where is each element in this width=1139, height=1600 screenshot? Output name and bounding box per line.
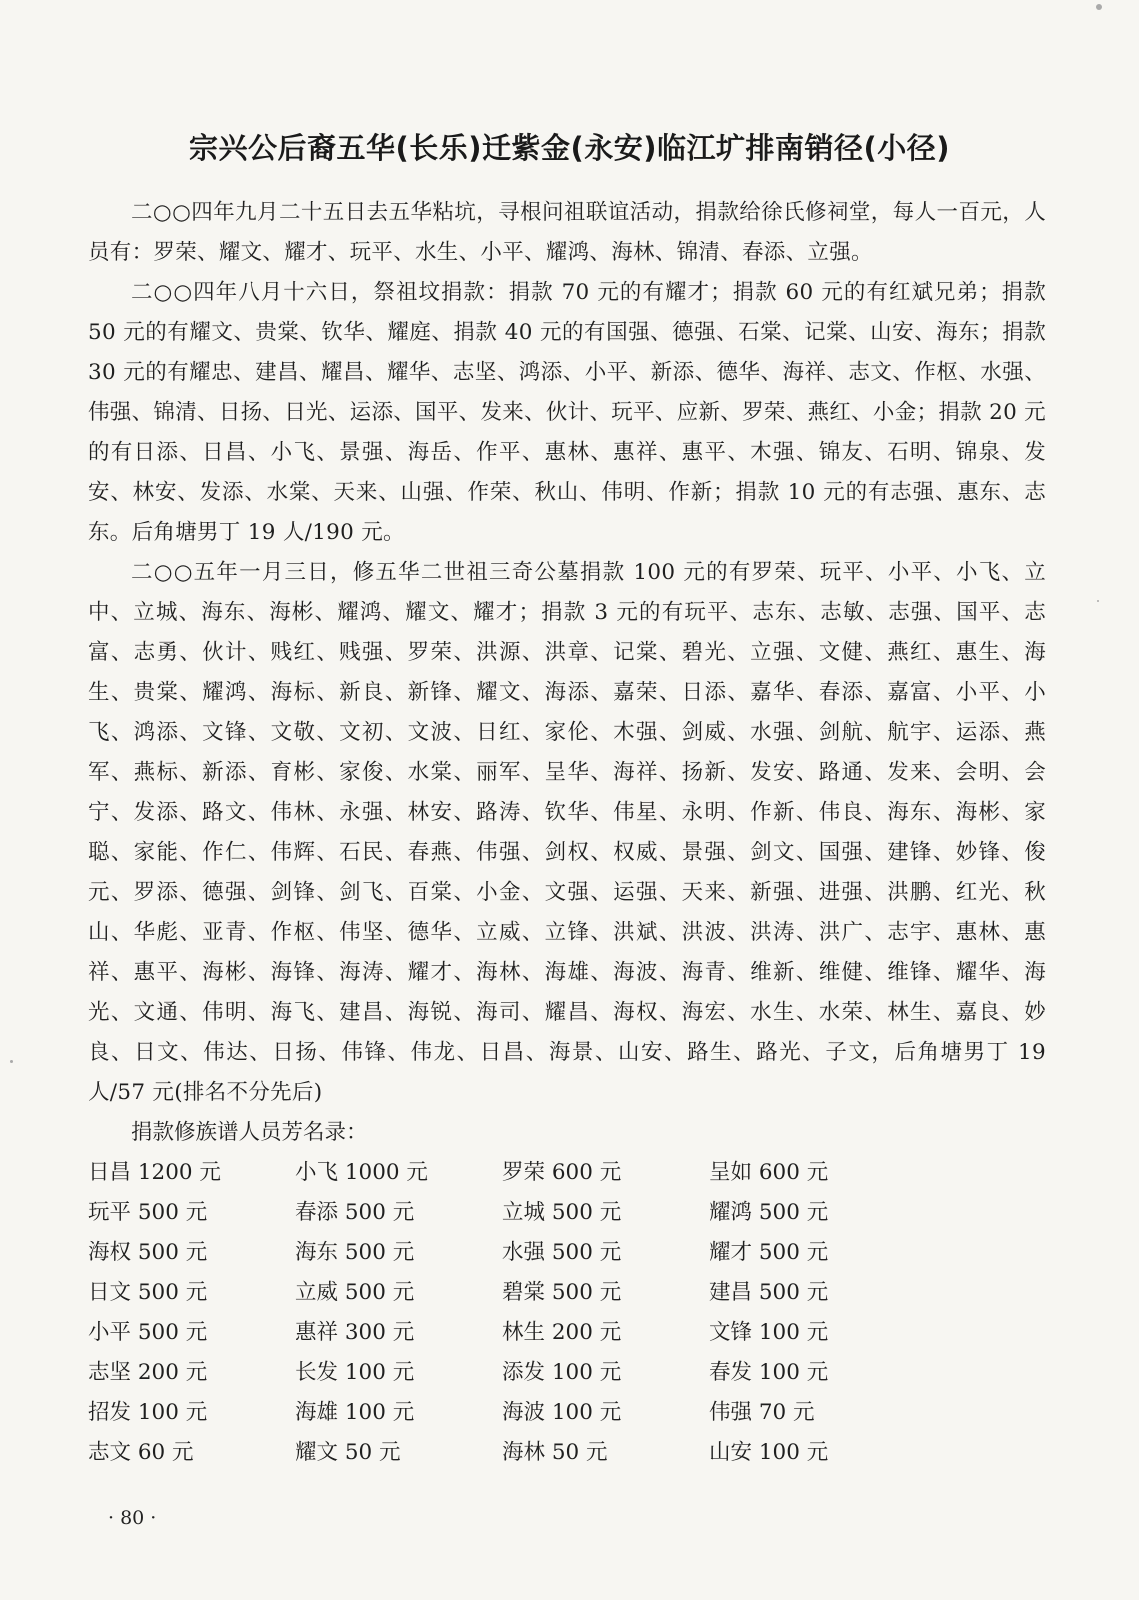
scan-speck [1097,600,1099,602]
roster-entry: 伟强 70 元 [709,1400,815,1425]
roster-entry: 招发 100 元 [88,1400,208,1425]
roster-entry: 海权 500 元 [88,1240,208,1265]
roster-entry: 呈如 600 元 [709,1160,829,1185]
roster-entry: 山安 100 元 [709,1440,829,1465]
roster-entry: 添发 100 元 [502,1360,622,1385]
roster-entry: 耀文 50 元 [295,1440,401,1465]
roster-entry: 小飞 1000 元 [295,1160,428,1185]
roster-entry: 志坚 200 元 [88,1360,208,1385]
page-title: 宗兴公后裔五华(长乐)迁紫金(永安)临江圹排南销径(小径) [188,131,951,165]
roster-entry: 日昌 1200 元 [88,1160,221,1185]
body-text [88,193,1046,1473]
paragraph-2004-sept: 二○○四年九月二十五日去五华粘坑，寻根问祖联谊活动，捐款给徐氏修祠堂，每人一百元，人员有：罗荣、耀文、耀才、玩平、水生、小平、耀鸿、海林、锦清、春添、立强。 [88,200,1046,265]
roster-entry: 春添 500 元 [295,1200,415,1225]
donor-roster [88,1153,1046,1473]
roster-entry: 林生 200 元 [502,1320,622,1345]
roster-entry: 志文 60 元 [88,1440,194,1465]
roster-entry: 水强 500 元 [502,1240,622,1265]
roster-entry: 海林 50 元 [502,1440,608,1465]
roster-entry: 日文 500 元 [88,1280,208,1305]
roster-entry: 立城 500 元 [502,1200,622,1225]
scan-speck [10,1060,13,1063]
page-number: · 80 · [108,1507,157,1529]
scan-speck [1096,4,1102,10]
roster-entry: 玩平 500 元 [88,1200,208,1225]
roster-entry: 海波 100 元 [502,1400,622,1425]
roster-entry: 春发 100 元 [709,1360,829,1385]
roster-entry: 海雄 100 元 [295,1400,415,1425]
roster-entry: 耀鸿 500 元 [709,1200,829,1225]
paragraph-2005-jan: 二○○五年一月三日，修五华二世祖三奇公墓捐款 100 元的有罗荣、玩平、小平、小飞、立中、立城、海东、海彬、耀鸿、耀文、耀才；捐款 3 元的有玩平、志东、志敏、志强、国平、志富、志勇、伙计、贱红、贱强、罗荣、洪源、洪章、记棠、碧光、立强、文健、燕红、惠生、海生、贵棠、耀鸿、海标、新良、新锋、耀文、海添、嘉荣、日添、嘉华、春添、嘉富、小平、小飞、鸿添、文锋、文敬、文初、文波、日红、家伦、木强、剑威、水强、剑航、航宇、运添、燕军、燕标、新添、育彬、家俊、水棠、丽军、呈华、海祥、扬新、发安、路通、发来、会明、会宁、发添、路文、伟林、永强、林安、路涛、钦华、伟星、永明、作新、伟良、海东、海彬、家聪、家能、作仁、伟辉、石民、春燕、伟强、剑权、权威、景强、剑文、国强、建锋、妙锋、俊元、罗添、德强、剑锋、剑飞、百棠、小金、文强、运强、天来、新强、进强、洪鹏、红光、秋山、华彪、亚青、作枢、伟坚、德华、立威、立锋、洪斌、洪波、洪涛、洪广、志宇、惠林、惠祥、惠平、海彬、海锋、海涛、耀才、海林、海雄、海波、海青、维新、维健、维锋、耀华、海光、文通、伟明、海飞、建昌、海锐、海司、耀昌、海权、海宏、水生、水荣、林生、嘉良、妙良、日文、伟达、日扬、伟锋、伟龙、日昌、海景、山安、路生、路光、子文，后角塘男丁 19 人/57 元(排名不分先后) [88,560,1046,1105]
roster-entry: 立威 500 元 [295,1280,415,1305]
roster-entry: 碧棠 500 元 [502,1280,622,1305]
paragraph-2004-aug: 二○○四年八月十六日，祭祖坟捐款：捐款 70 元的有耀才；捐款 60 元的有红斌兄弟；捐款 50 元的有耀文、贵棠、钦华、耀庭、捐款 40 元的有国强、德强、石棠、记棠、山安、海东；捐款 30 元的有耀忠、建昌、耀昌、耀华、志坚、鸿添、小平、新添、德华、海祥、志文、作枢、水强、伟强、锦清、日扬、日光、运添、国平、发来、伙计、玩平、应新、罗荣、燕红、小金；捐款 20 元的有日添、日昌、小飞、景强、海岳、作平、惠林、惠祥、惠平、木强、锦友、石明、锦泉、发安、林安、发添、水棠、天来、山强、作荣、秋山、伟明、作新；捐款 10 元的有志强、惠东、志东。后角塘男丁 19 人/190 元。 [88,280,1046,545]
roster-entry: 耀才 500 元 [709,1240,829,1265]
roster-entry: 小平 500 元 [88,1320,208,1345]
roster-entry: 海东 500 元 [295,1240,415,1265]
roster-entry: 罗荣 600 元 [502,1160,622,1185]
roster-entry: 惠祥 300 元 [295,1320,415,1345]
roster-entry: 文锋 100 元 [709,1320,829,1345]
roster-heading: 捐款修族谱人员芳名录： [131,1120,368,1145]
roster-entry: 长发 100 元 [295,1360,415,1385]
roster-entry: 建昌 500 元 [709,1280,829,1305]
